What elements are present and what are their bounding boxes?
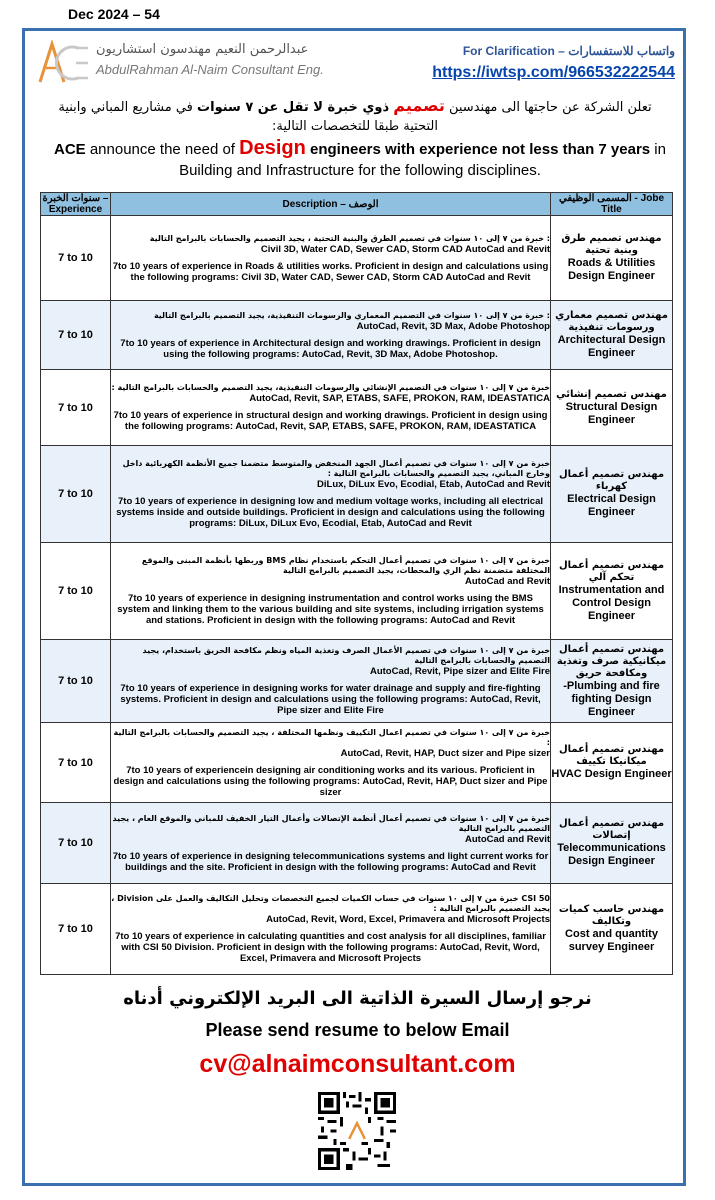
job-title-arabic: مهندس تصميم معماري ورسومات تنفيذية [555,310,668,333]
announce-ar-part1: تعلن الشركة عن حاجتها الى مهندسين [448,100,652,115]
ace-logo-icon [36,40,92,86]
job-title-arabic: مهندس تصميم أعمال كهرباء [558,469,665,492]
description-english: 7to 10 years of experience in Roads & utilities works. Proficient in design and calculations using the following programs: Civil 3D, Water CAD, Sewer CAD, Storm CAD AutoCad and Revit [112,260,549,283]
description-english: 7to 10 years of experience in Architectural design and working drawings. Proficient in design using the following programs: AutoCad, Revit, 3D Max, Adobe Photoshop. [120,337,541,360]
announce-en-part1: announce the need of [85,141,240,158]
job-title-english: Instrumentation and Control Design Engineer [558,583,665,622]
announce-ar-part2: ذوي خبرة لا تقل عن ٧ سنوات [197,100,390,115]
experience-cell: 7 to 10 [41,723,111,803]
job-title-cell [551,640,673,723]
job-title-english: Cost and quantity survey Engineer [565,928,658,953]
job-title-english: Structural Design Engineer [565,400,658,426]
announcement-english [40,138,680,181]
announce-ar-part3: في مشاريع المباني وابنية التحتية طبقا للتخصصات التالية: [58,100,438,134]
header-experience: سنوات الخبرة – Experience [41,193,111,216]
experience-cell: 7 to 10 [41,803,111,884]
experience-cell: 7 to 10 [41,446,111,543]
table-row [41,301,673,370]
header-title: المسمى الوظيفي - Jobe Title [551,193,673,216]
job-title-english: Architectural Design Engineer [557,334,666,359]
document-id: Dec 2024 – 54 [68,6,160,22]
job-title-cell [551,370,673,446]
job-title-cell [551,723,673,803]
description-english: 7to 10 years of experience in designing instrumentation and control works using the BMS system and linking them to the various building and site systems, including irrigation systems and stations. Proficient in design with the following programs: AutoCad and Revit [117,593,544,626]
announce-en-company: ACE [54,141,86,158]
job-title-cell [551,446,673,543]
description-programs: AutoCad and Revit [465,833,550,845]
description-cell [111,723,551,803]
company-name-arabic: عبدالرحمن النعيم مهندسون استشاريون [96,42,309,57]
description-programs: AutoCad, Revit, SAP, ETABS, SAFE, PROKON, RAM, IDEASTATICA [249,393,550,404]
job-title-english: -Plumbing and fire fighting Design Engineer [563,679,660,718]
job-title-arabic: مهندس تصميم طرق وبنية تحتية [561,233,662,256]
qr-code-icon[interactable] [318,1092,396,1170]
description-cell [111,216,551,301]
job-title-cell [551,301,673,370]
job-title-english: Electrical Design Engineer [567,493,656,518]
description-english: 7to 10 years of experience in designing telecommunications systems and light current works for buildings and the site. Proficient in design with the following programs: AutoCad and Revit [112,850,549,873]
table-row [41,446,673,543]
clarification-label: For Clarification – واتساب للاستفسارات [462,44,675,58]
announce-en-part3: in Building and Infrastructure for the following disciplines. [179,141,666,179]
experience-cell: 7 to 10 [41,370,111,446]
jobs-table [40,192,673,975]
description-arabic: خبرة من ٧ إلى ١٠ سنوات في تصميم أعمال التحكم باستخدام نظام BMS وربطها بأنظمة المبنى والموقع المختلفة متضمنة نظم الري والمحطات، يجيد التصميم بالبرامج التالية [141,556,550,575]
resume-email-link[interactable]: cv@alnaimconsultant.com [199,1050,516,1078]
table-row [41,884,673,975]
whatsapp-link[interactable]: https://iwtsp.com/966532222544 [432,64,675,81]
job-title-arabic: مهندس حاسب كميات وتكاليف [558,904,665,927]
table-row [41,723,673,803]
description-programs: AutoCad and Revit [465,576,550,587]
description-english: 7to 10 years of experience in designing works for water drainage and supply and fire-fighting systems. Proficient in design and calculations using the following programs: AutoCad, Revit, Pipe sizer and Elite Fire [120,683,541,716]
description-cell [111,884,551,975]
experience-cell: 7 to 10 [41,884,111,975]
description-arabic: خبرة من ٧ إلى ١٠ سنوات في تصميم اعمال التكييف ونظمها المختلفة ، يجيد التصميم والحسابات بالبرامج التالية : [113,727,550,747]
description-programs: AutoCad, Revit, 3D Max, Adobe Photoshop [356,320,550,332]
job-title-english: HVAC Design Engineer [551,768,672,780]
description-english: 7to 10 years of experience in calculating quantities and cost analysis for all disciplines, familiar with CSI 50 Division. Proficient in design with the following programs: AutoCad, Revit, Word, Excel, Primavera and Microsoft Projects [115,931,546,964]
table-row [41,216,673,301]
table-header-row [41,193,673,216]
description-arabic: : خبرة من ٧ إلى ١٠ سنوات في التصميم المعماري والرسومات التنفيذية، يجيد التصميم بالبرامج التالية [153,310,550,320]
job-title-cell [551,884,673,975]
table-row [41,640,673,723]
job-title-arabic: مهندس تصميم أعمال ميكانيكية صرف وتغذية ومكافحة حريق [556,643,667,679]
footer-english: Please send resume to below Email [205,1020,510,1040]
description-cell [111,803,551,884]
description-arabic: خبرة من ٧ إلى ١٠ سنوات في التصميم الإنشائي والرسومات التنفيذية، يجيد التصميم والحسابات بالبرامج التالية : [111,383,550,392]
description-cell [111,446,551,543]
announce-en-part2: engineers with experience not less than 7 years [305,141,651,158]
table-row [41,803,673,884]
table-row [41,543,673,640]
company-name-english: AbdulRahman Al-Naim Consultant Eng. [96,62,324,77]
description-arabic: خبرة من ٧ إلى ١٠ سنوات في تصميم الأعمال الصرف وتغذية المياه ونظم مكافحة الحريق باستخدام، يجيد التصميم والحسابات بالبرامج التالية [142,646,550,665]
description-english: 7to 10 years of experience in designing low and medium voltage works, including all electrical systems inside and outside buildings. Proficient in design and calculations using the following programs: DiLux, DiLux Evo, Ecodial, Etab, AutoCad and Revit [116,496,545,529]
job-title-arabic: مهندس تصميم أعمال ميكانيكا تكييف [558,744,665,767]
description-cell [111,301,551,370]
job-title-english: Telecommunications Design Engineer [557,842,666,867]
job-title-cell [551,803,673,884]
description-english: 7to 10 years of experience in structural design and working drawings. Proficient in design using the following programs: AutoCad, Revit, SAP, ETABS, SAFE, PROKON, RAM, IDEASTATICA [113,410,548,432]
description-cell [111,543,551,640]
header-description: Description – الوصف [111,193,551,216]
announcement-arabic [40,96,670,136]
experience-cell: 7 to 10 [41,543,111,640]
company-logo [36,40,324,90]
experience-cell: 7 to 10 [41,216,111,301]
job-title-cell [551,216,673,301]
description-cell [111,640,551,723]
job-title-arabic: مهندس تصميم أعمال إتصالات [558,818,665,841]
description-arabic: CSI 50 خبرة من ٧ إلى ١٠ سنوات في حساب الكميات لجميع التخصصات وتحليل التكاليف والعمل على Division ، يجيد التصميم بالبرامج التالية : [111,894,550,913]
experience-cell: 7 to 10 [41,301,111,370]
job-title-english: Roads & Utilities Design Engineer [567,257,656,282]
description-english: 7to 10 years of experiencein designing air conditioning works and its various. Proficient in design and calculations using the following programs: AutoCad, Revit, HAP, Duct sizer and Pipe sizer [113,764,548,798]
footer-arabic: نرجو إرسال السيرة الذاتية الى البريد الإلكتروني أدناه [123,988,592,1009]
description-arabic: خبرة من ٧ إلى ١٠ سنوات في تصميم أعمال أنظمة الإتصالات وأعمال التيار الخفيف للمباني والموقع العام ، يجيد التصميم بالبرامج التالية [112,813,550,833]
experience-cell: 7 to 10 [41,640,111,723]
description-programs: AutoCad, Revit, Pipe sizer and Elite Fire [369,666,550,677]
announce-ar-highlight: تصميم [393,96,445,115]
table-row [41,370,673,446]
job-title-arabic: مهندس تصميم أعمال تحكم آلي [558,559,665,583]
job-title-arabic: مهندس تصميم إنشائي [556,388,667,400]
description-arabic: : خبرة من ٧ إلى ١٠ سنوات في تصميم الطرق والبنية التحتية ، يجيد التصميم والحسابات بالبرامج التالية [149,233,550,243]
description-programs: Civil 3D, Water CAD, Sewer CAD, Storm CAD AutoCad and Revit [260,243,550,255]
announce-en-highlight: Design [239,137,306,159]
description-programs: DiLux, DiLux Evo, Ecodial, Etab, AutoCad and Revit [317,479,550,490]
description-cell [111,370,551,446]
description-programs: AutoCad, Revit, HAP, Duct sizer and Pipe sizer [340,747,550,759]
job-title-cell [551,543,673,640]
description-arabic: خبرة من ٧ إلى ١٠ سنوات في تصميم أعمال الجهد المنخفض والمتوسط متضمنا جميع الأنظمة الكهربائية داخل وخارج المباني، يجيد التصميم والحسابات بالبرامج التالية : [122,459,550,478]
description-programs: AutoCad, Revit, Word, Excel, Primavera and Microsoft Projects [266,914,550,925]
